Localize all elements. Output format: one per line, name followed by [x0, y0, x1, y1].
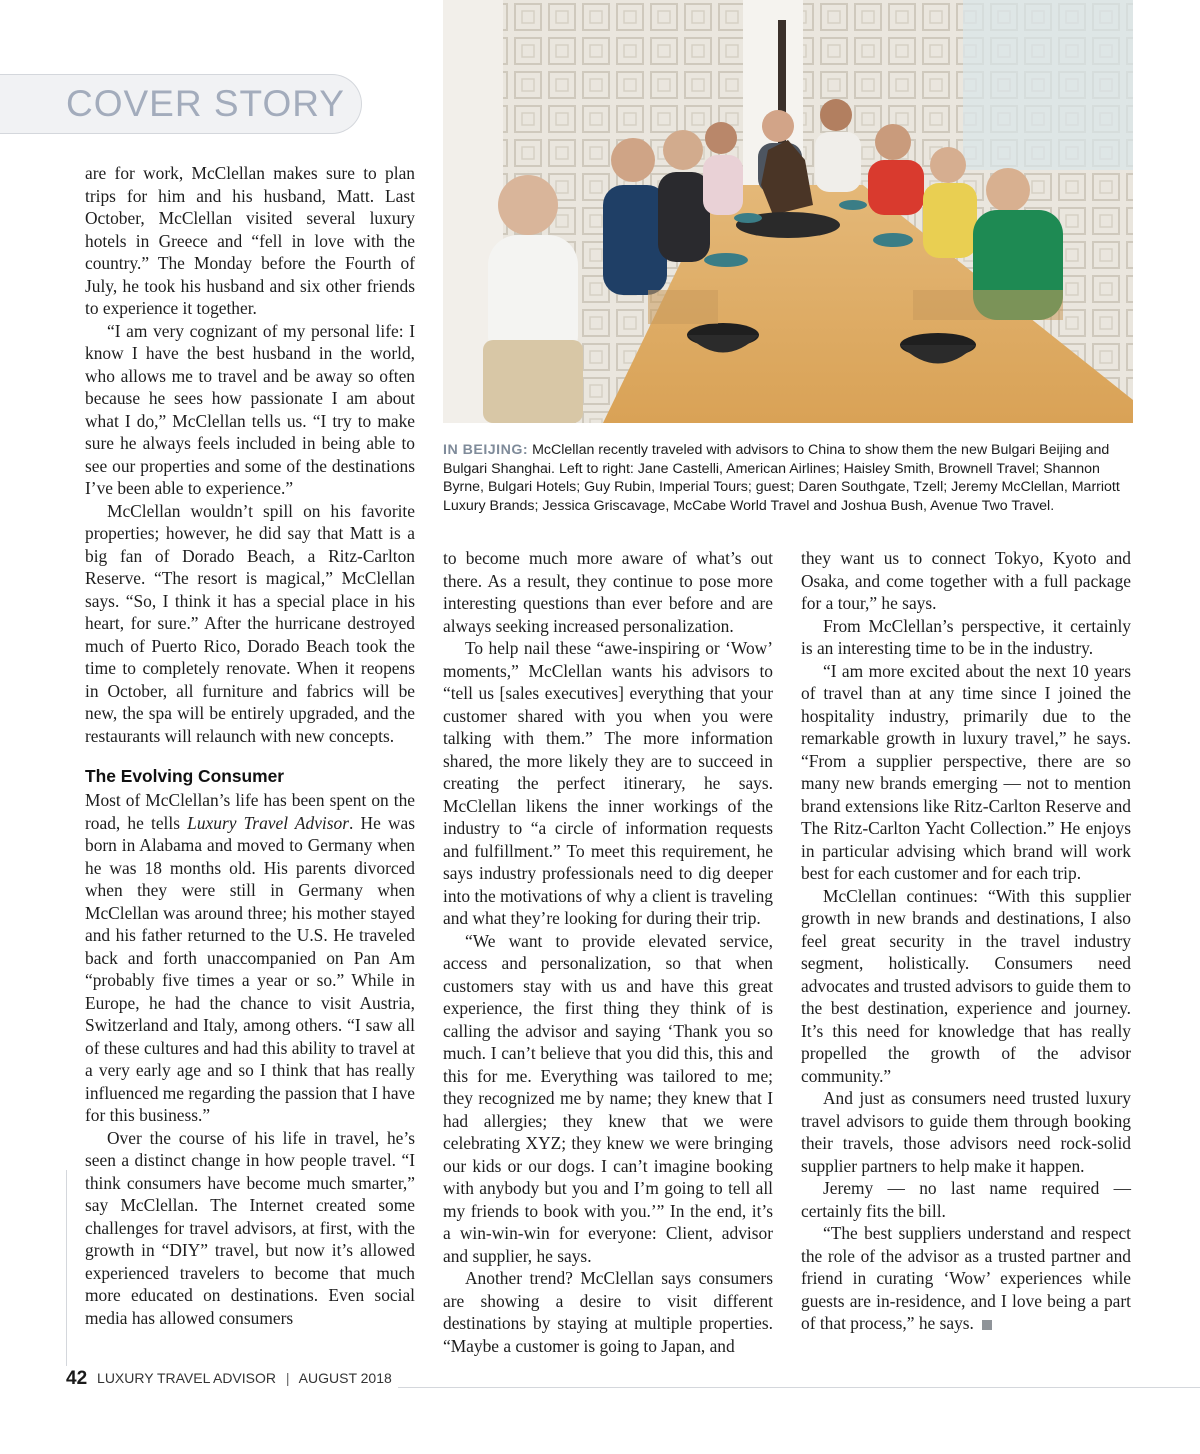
- paragraph: To help nail these “awe-inspiring or ‘Wow’ moments,” McClellan wants his advisors to “tell us [sales executives] everything that your customer shared with you when you were talking with them.” The more information shared, the more likely they are to succeed in creating the perfect itinerary, he says. McClellan likens the inner workings of the industry to “a circle of information requests and fulfillment.” To meet this requirement, he says industry professionals need to dig deeper into the motivations of why a client is traveling and what they’re looking for during their trip.: [443, 638, 773, 928]
- publication-name: Luxury Travel Advisor: [187, 812, 349, 833]
- paragraph: And just as consumers need trusted luxury travel advisors to guide them through booking their travels, those advisors need rock-solid supplier partners to help make it happen.: [801, 1088, 1131, 1176]
- group-photo: [443, 0, 1133, 423]
- page-frame-line: [66, 1170, 1200, 1388]
- paragraph-text: . He was born in Alabama and moved to Germany when he was 18 months old. His parents divorced when they were still in Germany when McClellan was around three; his mother stayed and his father returned to the U.S. He traveled back and forth unaccompanied on Pan Am “probably five times a year or so.” While in Europe, he had the chance to visit Austria, Switzerland and Italy, among others. “I saw all of these cultures and had this ability to travel at a very early age and so I think that has really influenced me regarding the passion that I have for this business.”: [85, 812, 416, 1125]
- paragraph: Over the course of his life in travel, he’s seen a distinct change in how people travel. “I think consumers have become much smarter,” say McClellan. The Internet created some challenges for travel advisors, at first, with the growth in “DIY” travel, but now it’s allowed experienced travelers to become that much more educated on destinations. Even social media has allowed consumers: [85, 1127, 415, 1328]
- paragraph: “I am more excited about the next 10 years of travel than at any time since I joined the hospitality industry, primarily due to the remarkable growth in luxury travel,” he says. “From a supplier perspective, there are so many new brands emerging — not to mention brand extensions like Ritz-Carlton Reserve and The Ritz-Carlton Yacht Collection.” He enjoys in particular advising which brand will work best for each customer and for each trip.: [801, 660, 1131, 883]
- paragraph: are for work, McClellan makes sure to plan trips for him and his husband, Matt. Last October, McClellan visited several luxury hotels in Greece and “fell in love with the country.” The Monday before the Fourth of July, he took his husband and six other friends to experience it together.: [85, 163, 415, 318]
- paragraph-text: Most of McClellan’s life has been spent on the road, he tells: [85, 790, 415, 833]
- paragraph: they want us to connect Tokyo, Kyoto and Osaka, and come together with a full package for a tour,” he says.: [801, 548, 1131, 613]
- caption-lead: IN BEIJING:: [443, 442, 529, 458]
- paragraph: McClellan wouldn’t spill on his favorite properties; however, he did say that Matt is a big fan of Dorado Beach, a Ritz-Carlton Reserve. “The resort is magical,” McClellan says. “So, I think it has a special place in his heart, for sure.” After the hurricane destroyed much of Puerto Rico, Dorado Beach took the time to completely renovate. When it reopens in October, all furniture and fabrics will be new, the spa will be entirely upgraded, and the restaurants will relaunch with new concepts.: [85, 500, 415, 746]
- paragraph: Jeremy — no last name required — certainly fits the bill.: [801, 1178, 1131, 1221]
- paragraph: From McClellan’s perspective, it certainly is an interesting time to be in the industry.: [801, 615, 1131, 658]
- paragraph: Another trend? McClellan says consumers are showing a desire to visit different destinations by staying at multiple properties. “Maybe a customer is going to Japan, and: [443, 1268, 773, 1356]
- section-subhead: The Evolving Consumer: [85, 766, 285, 786]
- section-label: COVER STORY: [66, 83, 345, 124]
- footer-separator: |: [285, 1370, 290, 1386]
- paragraph-text: “The best suppliers understand and respect the role of the advisor as a trusted partner and friend in curating ‘Wow’ experiences while guests are in-residence, and I love being a part of that process,” he says.: [801, 1223, 1131, 1333]
- publication-title: LUXURY TRAVEL ADVISOR: [97, 1370, 276, 1386]
- article-column-1: [85, 162, 415, 1329]
- caption-text: McClellan recently traveled with advisors to China to show them the new Bulgari Beijing and Bulgari Shanghai. Left to right: Jane Castelli, American Airlines; Haisley Smith, Brownell Travel; Shannon Byrne, Bulgari Hotels; Guy Rubin, Imperial Tours; guest; Daren Southgate, Tzell; Jeremy McClellan, Marriott Luxury Brands; Jessica Griscavage, McCabe World Travel and Joshua Bush, Avenue Two Travel.: [443, 442, 1120, 514]
- page-footer: [66, 1366, 398, 1390]
- issue-date: AUGUST 2018: [298, 1370, 392, 1386]
- photo-caption: [443, 441, 1133, 515]
- page-number: 42: [66, 1368, 88, 1389]
- paragraph: “I am very cognizant of my personal life: I know I have the best husband in the world, who allows me to travel and be away so often because he sees how passionate I am about what I do,” McClellan tells us. “I try to make sure he always feels included in being able to see our properties and some of the destinations I’ve been able to experience.”: [85, 320, 415, 498]
- paragraph: McClellan continues: “With this supplier growth in new brands and destinations, I also feel great security in the travel industry segment, holistically. Consumers need advocates and trusted advisors to guide them to the best destination, experience and journey. It’s this need for knowledge that has really propelled the growth of the advisor community.”: [801, 885, 1131, 1086]
- paragraph: “We want to provide elevated service, access and personalization, so that when customers stay with us and have this great experience, the first thing they think of is calling the advisor and saying ‘Thank you so much. I can’t believe that you did this, this and this for me. Everything was tailored to me; they recognized me by name; they knew that I had allergies; they knew that we were celebrating XYZ; they knew we were bringing our kids or our dogs. I can’t imagine booking with anybody but you and I’m going to tell all my friends to book with you.’” In the end, it’s a win-win-win for everyone: Client, advisor and supplier, he says.: [443, 930, 773, 1266]
- paragraph: [85, 789, 415, 1127]
- paragraph: to become much more aware of what’s out there. As a result, they continue to pose more interesting questions than ever before and are always seeking increased personalization.: [443, 548, 773, 636]
